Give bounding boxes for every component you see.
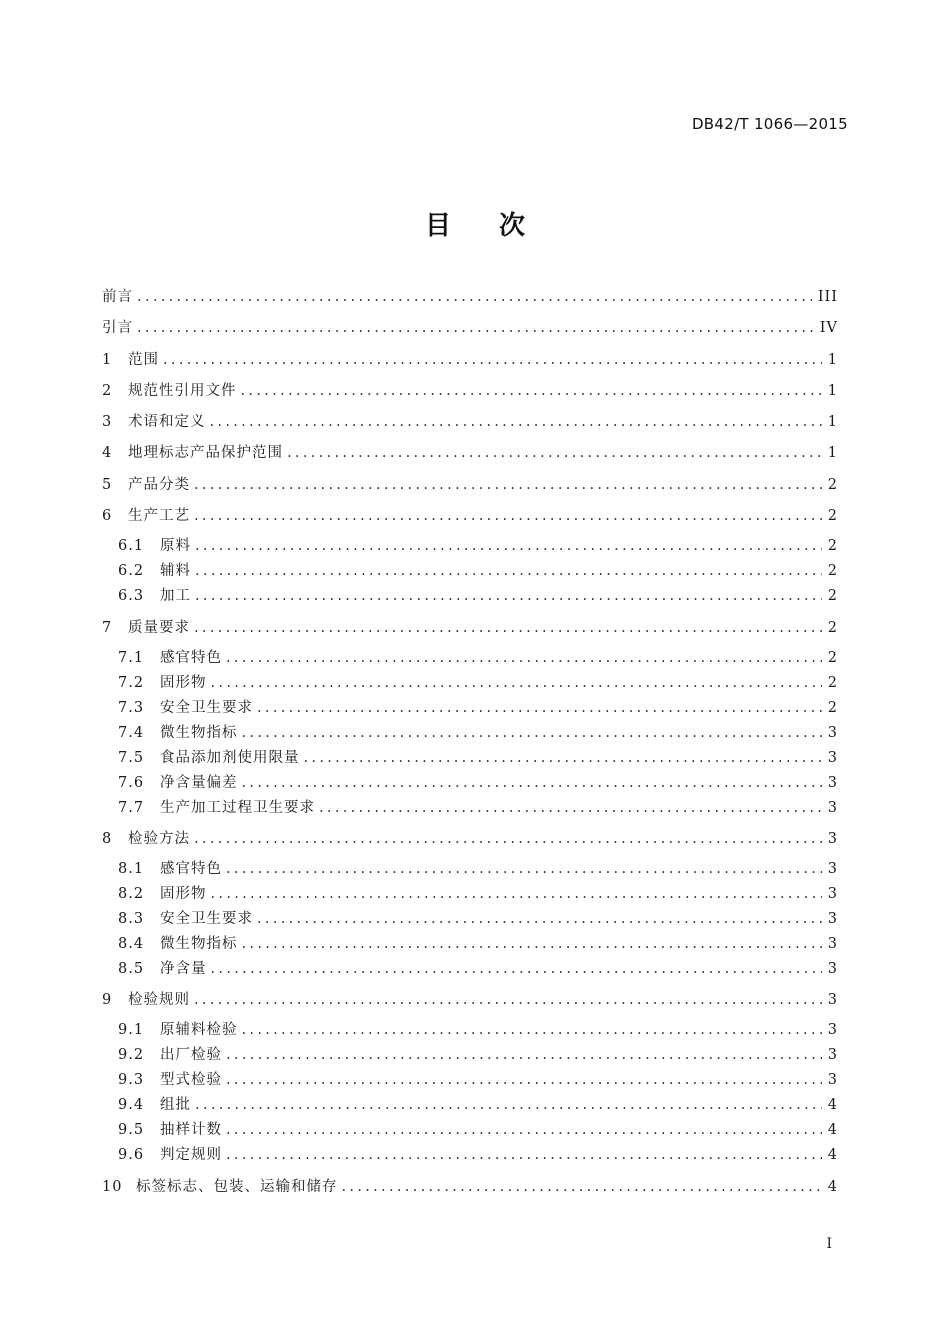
toc-entry-page: 3 bbox=[827, 800, 838, 816]
toc-entry-page: 2 bbox=[827, 588, 838, 604]
toc-entry-page: 3 bbox=[827, 992, 838, 1008]
toc-dot-leader bbox=[194, 505, 822, 527]
toc-dot-leader bbox=[226, 1144, 822, 1166]
toc-entry-page: 3 bbox=[827, 1072, 838, 1088]
toc-dot-leader bbox=[342, 1176, 822, 1198]
toc-dot-leader bbox=[195, 585, 822, 607]
toc-entry[interactable] bbox=[102, 317, 838, 339]
toc-dot-leader bbox=[211, 958, 822, 980]
toc-dot-leader bbox=[137, 317, 814, 339]
toc-entry-page: 3 bbox=[827, 750, 838, 766]
toc-entry-label: 净含量 bbox=[160, 961, 207, 977]
toc-subentry[interactable] bbox=[118, 672, 838, 694]
toc-entry-number: 2 bbox=[102, 383, 113, 399]
toc-entry-label: 检验方法 bbox=[128, 831, 190, 847]
toc-entry-label: 食品添加剂使用限量 bbox=[160, 750, 300, 766]
toc-entry[interactable] bbox=[102, 286, 838, 308]
document-code: DB42/T 1066—2015 bbox=[691, 115, 848, 133]
toc-entry-number: 7.3 bbox=[118, 700, 145, 716]
toc-entry-label: 微生物指标 bbox=[160, 936, 238, 952]
toc-subentry[interactable] bbox=[118, 858, 838, 880]
toc-entry-number: 7.2 bbox=[118, 675, 145, 691]
toc-entry-number: 9.6 bbox=[118, 1147, 145, 1163]
toc-entry-label: 前言 bbox=[102, 289, 133, 305]
toc-entry-label: 地理标志产品保护范围 bbox=[128, 445, 283, 461]
toc-entry-number: 1 bbox=[102, 352, 113, 368]
toc-subentry[interactable] bbox=[118, 647, 838, 669]
toc-entry[interactable] bbox=[102, 442, 838, 464]
toc-dot-leader bbox=[163, 349, 822, 371]
toc-dot-leader bbox=[242, 933, 822, 955]
toc-entry-page: 2 bbox=[827, 508, 838, 524]
page-title: 目次 bbox=[424, 211, 573, 241]
toc-entry-number: 9.5 bbox=[118, 1122, 145, 1138]
toc-subentry[interactable] bbox=[118, 1119, 838, 1141]
toc-entry-label: 范围 bbox=[128, 352, 159, 368]
toc-dot-leader bbox=[226, 647, 822, 669]
toc-entry-page: 2 bbox=[827, 700, 838, 716]
toc-dot-leader bbox=[194, 989, 822, 1011]
toc-dot-leader bbox=[304, 747, 822, 769]
toc-entry-number: 7.6 bbox=[118, 775, 145, 791]
toc-dot-leader bbox=[242, 772, 822, 794]
toc-entry-number: 7.7 bbox=[118, 800, 145, 816]
toc-entry[interactable] bbox=[102, 1176, 838, 1198]
toc-dot-leader bbox=[241, 380, 822, 402]
toc-entry-page: 2 bbox=[827, 675, 838, 691]
toc-entry[interactable] bbox=[102, 828, 838, 850]
toc-entry-number: 9 bbox=[102, 992, 113, 1008]
toc-dot-leader bbox=[226, 1119, 822, 1141]
toc-entry-page: 3 bbox=[827, 861, 838, 877]
toc-dot-leader bbox=[194, 474, 822, 496]
toc-subentry[interactable] bbox=[118, 1094, 838, 1116]
toc-entry-label: 引言 bbox=[102, 320, 133, 336]
toc-entry-label: 生产加工过程卫生要求 bbox=[160, 800, 315, 816]
toc-entry-page: 1 bbox=[827, 445, 838, 461]
toc-dot-leader bbox=[226, 858, 822, 880]
toc-entry-number: 7.4 bbox=[118, 725, 145, 741]
toc-entry-label: 安全卫生要求 bbox=[160, 911, 253, 927]
toc-entry-number: 8.5 bbox=[118, 961, 145, 977]
toc-entry-page: 3 bbox=[827, 775, 838, 791]
toc-subentry[interactable] bbox=[118, 908, 838, 930]
toc-entry-number: 8.3 bbox=[118, 911, 145, 927]
toc-entry-label: 判定规则 bbox=[160, 1147, 222, 1163]
toc-entry-page: 1 bbox=[827, 383, 838, 399]
toc-entry-page: 3 bbox=[827, 961, 838, 977]
toc-entry-page: IV bbox=[819, 320, 838, 336]
toc-entry-label: 产品分类 bbox=[128, 477, 190, 493]
toc-subentry[interactable] bbox=[118, 535, 838, 557]
toc-entry-page: 2 bbox=[827, 650, 838, 666]
toc-entry[interactable] bbox=[102, 505, 838, 527]
toc-entry-page: 4 bbox=[827, 1179, 838, 1195]
toc-entry-page: III bbox=[817, 289, 838, 305]
toc-entry-page: 3 bbox=[827, 725, 838, 741]
toc-entry-label: 加工 bbox=[160, 588, 191, 604]
toc-entry-label: 组批 bbox=[160, 1097, 191, 1113]
toc-entry-label: 辅料 bbox=[160, 563, 191, 579]
toc-entry-number: 8.2 bbox=[118, 886, 145, 902]
toc-entry-label: 感官特色 bbox=[160, 861, 222, 877]
toc-entry[interactable] bbox=[102, 617, 838, 639]
toc-dot-leader bbox=[257, 908, 822, 930]
toc-subentry[interactable] bbox=[118, 585, 838, 607]
toc-entry-label: 净含量偏差 bbox=[160, 775, 238, 791]
toc-entry-page: 2 bbox=[827, 563, 838, 579]
page-number: I bbox=[826, 1236, 832, 1252]
toc-entry[interactable] bbox=[102, 989, 838, 1011]
toc-entry[interactable] bbox=[102, 474, 838, 496]
toc-subentry[interactable] bbox=[118, 797, 838, 819]
toc-dot-leader bbox=[319, 797, 822, 819]
toc-entry-label: 标签标志、包装、运输和储存 bbox=[136, 1179, 338, 1195]
toc-subentry[interactable] bbox=[118, 958, 838, 980]
toc-entry-number: 6 bbox=[102, 508, 113, 524]
toc-entry-number: 9.2 bbox=[118, 1047, 145, 1063]
toc-entry-label: 感官特色 bbox=[160, 650, 222, 666]
toc-entry-label: 固形物 bbox=[160, 886, 207, 902]
toc-entry-number: 9.1 bbox=[118, 1022, 145, 1038]
toc-subentry[interactable] bbox=[118, 747, 838, 769]
toc-entry-number: 8 bbox=[102, 831, 113, 847]
toc-entry-label: 检验规则 bbox=[128, 992, 190, 1008]
toc-entry-page: 2 bbox=[827, 538, 838, 554]
toc-entry-number: 9.3 bbox=[118, 1072, 145, 1088]
toc-subentry[interactable] bbox=[118, 1069, 838, 1091]
toc-entry-number: 6.3 bbox=[118, 588, 145, 604]
toc-entry-label: 型式检验 bbox=[160, 1072, 222, 1088]
toc-entry-number: 8.4 bbox=[118, 936, 145, 952]
toc-entry-label: 生产工艺 bbox=[128, 508, 190, 524]
toc-dot-leader bbox=[195, 560, 822, 582]
toc-entry-number: 8.1 bbox=[118, 861, 145, 877]
toc-dot-leader bbox=[195, 535, 822, 557]
toc-subentry[interactable] bbox=[118, 933, 838, 955]
toc-entry-page: 4 bbox=[827, 1122, 838, 1138]
toc-dot-leader bbox=[210, 411, 822, 433]
toc-dot-leader bbox=[257, 697, 822, 719]
toc-entry-page: 1 bbox=[827, 352, 838, 368]
toc-entry-number: 7.5 bbox=[118, 750, 145, 766]
toc-entry[interactable] bbox=[102, 349, 838, 371]
toc-entry-label: 质量要求 bbox=[128, 620, 190, 636]
toc-entry-page: 3 bbox=[827, 1022, 838, 1038]
toc-subentry[interactable] bbox=[118, 772, 838, 794]
toc-entry-label: 安全卫生要求 bbox=[160, 700, 253, 716]
toc-subentry[interactable] bbox=[118, 1144, 838, 1166]
toc-entry-number: 10 bbox=[102, 1179, 123, 1195]
toc-entry-label: 微生物指标 bbox=[160, 725, 238, 741]
toc-entry-label: 固形物 bbox=[160, 675, 207, 691]
toc-entry-label: 术语和定义 bbox=[128, 414, 206, 430]
toc-dot-leader bbox=[226, 1069, 822, 1091]
toc-entry-page: 3 bbox=[827, 936, 838, 952]
toc-entry-label: 出厂检验 bbox=[160, 1047, 222, 1063]
toc-entry-label: 抽样计数 bbox=[160, 1122, 222, 1138]
toc-entry-page: 1 bbox=[827, 414, 838, 430]
toc-entry-number: 9.4 bbox=[118, 1097, 145, 1113]
toc-subentry[interactable] bbox=[118, 1044, 838, 1066]
toc-subentry[interactable] bbox=[118, 883, 838, 905]
toc-dot-leader bbox=[211, 672, 822, 694]
toc-entry[interactable] bbox=[102, 380, 838, 402]
toc-entry-page: 4 bbox=[827, 1147, 838, 1163]
toc-subentry[interactable] bbox=[118, 1019, 838, 1041]
toc-entry-label: 规范性引用文件 bbox=[128, 383, 237, 399]
toc-dot-leader bbox=[195, 1094, 822, 1116]
toc-entry-number: 6.1 bbox=[118, 538, 145, 554]
toc-entry-page: 4 bbox=[827, 1097, 838, 1113]
toc-dot-leader bbox=[242, 1019, 822, 1041]
toc-entry-page: 2 bbox=[827, 620, 838, 636]
toc-entry-label: 原辅料检验 bbox=[160, 1022, 238, 1038]
toc-entry-number: 7.1 bbox=[118, 650, 145, 666]
toc-dot-leader bbox=[226, 1044, 822, 1066]
toc-entry-number: 4 bbox=[102, 445, 113, 461]
toc-entry-page: 3 bbox=[827, 831, 838, 847]
toc-dot-leader bbox=[137, 286, 812, 308]
toc-entry-page: 3 bbox=[827, 886, 838, 902]
toc-dot-leader bbox=[194, 828, 822, 850]
toc-entry-label: 原料 bbox=[160, 538, 191, 554]
toc-subentry[interactable] bbox=[118, 697, 838, 719]
toc-dot-leader bbox=[242, 722, 822, 744]
toc-entry-number: 7 bbox=[102, 620, 113, 636]
toc-subentry[interactable] bbox=[118, 722, 838, 744]
toc-dot-leader bbox=[211, 883, 822, 905]
toc-dot-leader bbox=[194, 617, 822, 639]
toc-entry-number: 3 bbox=[102, 414, 113, 430]
toc-entry[interactable] bbox=[102, 411, 838, 433]
toc-entry-page: 3 bbox=[827, 1047, 838, 1063]
toc-entry-page: 3 bbox=[827, 911, 838, 927]
toc-dot-leader bbox=[287, 442, 822, 464]
toc-entry-page: 2 bbox=[827, 477, 838, 493]
toc-subentry[interactable] bbox=[118, 560, 838, 582]
toc-entry-number: 6.2 bbox=[118, 563, 145, 579]
toc-entry-number: 5 bbox=[102, 477, 113, 493]
